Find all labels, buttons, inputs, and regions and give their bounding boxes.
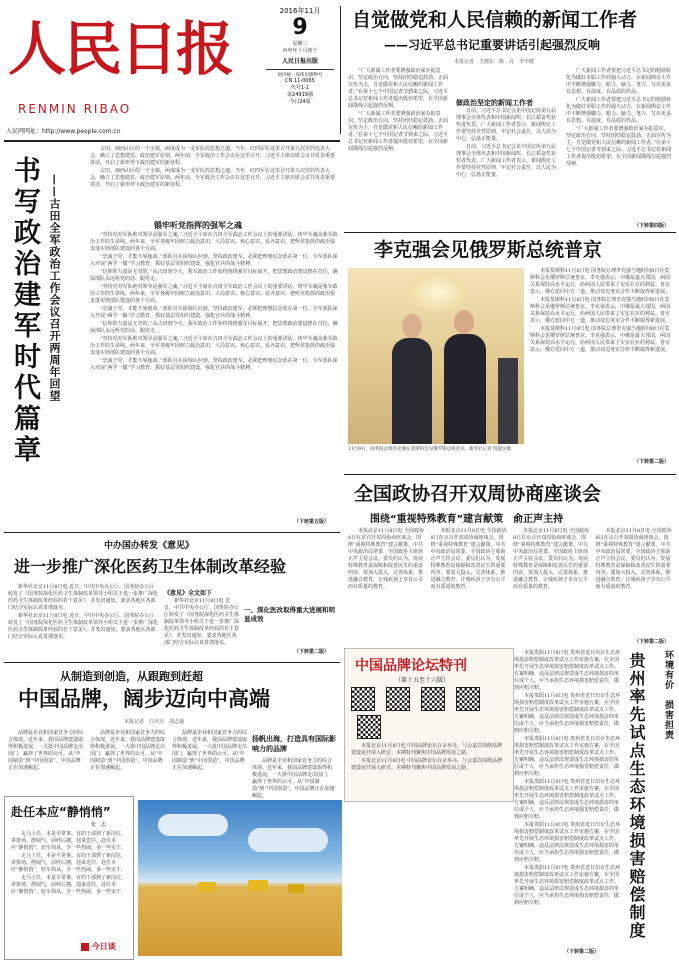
medical-sub2: 一、深化医改取得重大进展和明显成效 bbox=[244, 606, 335, 623]
forum-qr-row bbox=[351, 687, 507, 743]
essay-body: 走马上任，本是平常事。有的干部到了新岗位，讲排场、摆阔气，前呼后拥，迎来送往。赴任本应“静悄悄”，轻车简从，少一些热闹，多一些实干。 走马上任，本是平常事。有的干部到了新岗位，讲排场、摆阔气，前呼后拥，迎来送往。赴任本应“静悄悄”，轻车简从，少一些热闹，多一些实干。 走马上任，本是平常事。有的干部到了新岗位，讲排场、摆阔气，前呼后拥，迎来送往。赴任本应“静悄悄”，轻车简从，少一些热闹，多一些实干。 bbox=[11, 831, 127, 895]
lead-col3: 广大新闻工作者要把习近平总书记的勉励转化为做好本职工作的强大动力，在新闻舆论工作中不断增强脚力、眼力、脑力、笔力，写出更多有思想、有温度、有品质的作品。 广大新闻工作者要把习近平总书记的勉励转化为做好本职工作的强大动力，在新闻舆论工作中不断增强脚力、眼力、脑力、笔力，写出更多有思想、有温度、有品质的作品。 “广大新闻工作者要增强政治家办报意识，坚定政治方向，坚持团结稳定鼓劲、正面宣传为主，自觉做党和人民信赖的新闻工作者。”在第十七个中国记者节到来之际，习近平总书记对新闻工作者提出殷切希望，在全国新闻战线引起强烈反响。 bbox=[566, 68, 672, 167]
li-putin-photo bbox=[348, 268, 524, 444]
harvester-icon bbox=[248, 880, 268, 891]
qr-code-icon[interactable] bbox=[456, 687, 480, 711]
lead-headline[interactable]: 自觉做党和人民信赖的新闻工作者 bbox=[352, 9, 638, 31]
lead-col2: 日前，习近平总书记会见中国记协第九届理事会全体代表和中国新闻奖、长江韬奋奖获奖者代表。广大新闻工作者表示，新闻舆论工作要坚持党性原则，牢记社会责任，以人民为中心，弘扬正能量。 日前，习近平总书记会见中国记协第九届理事会全体代表和中国新闻奖、长江韬奋奖获奖者代表。广大新闻工作者表示，新闻舆论工作要坚持党性原则，牢记社会责任，以人民为中心，弘扬正能量。 bbox=[456, 108, 557, 178]
lead-continued[interactable]: （下转第四版） bbox=[634, 223, 670, 229]
guizhou-story bbox=[514, 648, 676, 958]
lead-col1: “广大新闻工作者要增强政治家办报意识，坚定政治方向，坚持团结稳定鼓劲、正面宣传为主，自觉做党和人民信赖的新闻工作者。”在第十七个中国记者节到来之际，习近平总书记对新闻工作者提出殷切希望，在全国新闻战线引起强烈反响。 “广大新闻工作者要增强政治家办报意识，坚定政治方向，坚持团结稳定鼓劲、正面宣传为主，自觉做党和人民信赖的新闻工作者。”在第十七个中国记者节到来之际，习近平总书记对新闻工作者提出殷切希望，在全国新闻战线引起强烈反响。 bbox=[348, 68, 449, 152]
qr-code-icon[interactable] bbox=[357, 715, 381, 739]
medical-body2: 新华社北京11月8日电 近日，中共中央办公厅、国务院办公厅转发了《国务院深化医药卫生体制改革领导小组关于进一步推广深化医药卫生体制改革经验的若干意见》，并发出通知，要求各地区各部门结合实际认真贯彻落实。 bbox=[164, 598, 240, 646]
page-count: 今日24版 bbox=[289, 99, 311, 105]
gutian-story bbox=[4, 144, 340, 528]
today-talk-icon bbox=[81, 943, 89, 951]
person-bg bbox=[498, 358, 518, 444]
harvest-photo bbox=[138, 800, 342, 956]
cloud-shape bbox=[158, 814, 228, 836]
date-day: 9 bbox=[292, 15, 308, 40]
li-putin-caption: 11月8日，国务院总理李克强在莫斯科会见俄罗斯总统普京。新华社记者 饶爱民摄 bbox=[348, 447, 512, 452]
brand-sub: 扬帆出海，打造具有国际影响力的品牌 bbox=[252, 734, 336, 753]
issue-number: 第24919期 bbox=[287, 92, 313, 98]
brand-body: 品牌是企业和国家竞争力的综合体现。近年来，我国品牌建设取得积极进展，一大批中国品牌走出国门，赢得了世界的认可。从“中国制造”到“中国创造”，中国品牌正在加速崛起。 品牌是企业和国家竞争力的综合体现。近年来，我国品牌建设取得积极进展，一大批中国品牌走出国门，赢得了世界的认可。从“中国制造”到“中国创造”，中国品牌正在加速崛起。 品牌是企业和国家竞争力的综合体现。近年来，我国品牌建设取得积极进展，一大批中国品牌走出国门，赢得了世界的认可。从“中国制造”到“中国创造”，中国品牌正在加速崛起。 bbox=[8, 730, 248, 771]
forum-title[interactable]: 中国品牌论坛特刊 bbox=[355, 658, 467, 674]
gutian-body: “坚持党对军队绝对领导是强军之魂。”习近平主席在古田全军政治工作会议上的重要讲话，铸牢军魂是我军政治工作的生命线。两年来，全军各级牢固树立政治意识、大局意识、核心意识、看齐意识，把听党指挥的政治要求落实到部队建设的各个方面。 “忠诚于党，才能不辱使命。”部队官兵深刻认识到，坚持政治建军，必须把理想信念放在第一位。全军部队深入开展“两学一做”学习教育，抓好基层党组织建设，强化官兵的战斗精神。 “信仰的力量是无穷的。”从古田到今天，我军政治工作始终围绕强军目标展开，把思想政治建设摆在首位，确保部队永远听党的话、跟党走。 “坚持党对军队绝对领导是强军之魂。”习近平主席在古田全军政治工作会议上的重要讲话，铸牢军魂是我军政治工作的生命线。两年来，全军各级牢固树立政治意识、大局意识、核心意识、看齐意识，把听党指挥的政治要求落实到部队建设的各个方面。 “忠诚于党，才能不辱使命。”部队官兵深刻认识到，坚持政治建军，必须把理想信念放在第一位。全军部队深入开展“两学一做”学习教育，抓好基层党组织建设，强化官兵的战斗精神。 “信仰的力量是无穷的。”从古田到今天，我军政治工作始终围绕强军目标展开，把思想政治建设摆在首位，确保部队永远听党的话、跟党走。 “坚持党对军队绝对领导是强军之魂。”习近平主席在古田全军政治工作会议上的重要讲话，铸牢军魂是我军政治工作的生命线。两年来，全军各级牢固树立政治意识、大局意识、核心意识、看齐意识，把听党指挥的政治要求落实到部队建设的各个方面。 “忠诚于党，才能不辱使命。”部队官兵深刻认识到，坚持政治建军，必须把理想信念放在第一位。全军部队深入开展“两学一做”学习教育，抓好基层党组织建设，强化官兵的战斗精神。 bbox=[90, 232, 338, 371]
cppcc-continued[interactable]: （下转第二版） bbox=[634, 639, 670, 645]
guizhou-continued[interactable]: （下转第二版） bbox=[564, 949, 600, 955]
harvester-icon bbox=[288, 884, 304, 893]
date-lunar: 丙申年十月初十 bbox=[282, 48, 318, 54]
essay-title[interactable]: 赴任本应“静悄悄” bbox=[11, 805, 111, 819]
guizhou-body: 本报贵阳11月8日电 贵州省近日出台生态环境损害赔偿制度改革试点工作实施方案，在全国率先开展生态环境损害赔偿制度改革试点工作。方案明确，违反法律法规造成生态环境损害的单位或个人，应当承担生态环境损害赔偿责任，做到应赔尽赔。 本报贵阳11月8日电 贵州省近日出台生态环境损害赔偿制度改革试点工作实施方案，在全国率先开展生态环境损害赔偿制度改革试点工作。方案明确，违反法律法规造成生态环境损害的单位或个人，应当承担生态环境损害赔偿责任，做到应赔尽赔。 本报贵阳11月8日电 贵州省近日出台生态环境损害赔偿制度改革试点工作实施方案，在全国率先开展生态环境损害赔偿制度改革试点工作。方案明确，违反法律法规造成生态环境损害的单位或个人，应当承担生态环境损害赔偿责任，做到应赔尽赔。 本报贵阳11月8日电 贵州省近日出台生态环境损害赔偿制度改革试点工作实施方案，在全国率先开展生态环境损害赔偿制度改革试点工作。方案明确，违反法律法规造成生态环境损害的单位或个人，应当承担生态环境损害赔偿责任，做到应赔尽赔。 本报贵阳11月8日电 贵州省近日出台生态环境损害赔偿制度改革试点工作实施方案，在全国率先开展生态环境损害赔偿制度改革试点工作。方案明确，违反法律法规造成生态环境损害的单位或个人，应当承担生态环境损害赔偿责任，做到应赔尽赔。 本报贵阳11月8日电 贵州省近日出台生态环境损害赔偿制度改革试点工作实施方案，在全国率先开展生态环境损害赔偿制度改革试点工作。方案明确，违反法律法规造成生态环境损害的单位或个人，应当承担生态环境损害赔偿责任，做到应赔尽赔。 bbox=[514, 650, 621, 906]
forum-subtitle: （第十五至十六版） bbox=[395, 677, 450, 684]
essay-box bbox=[4, 796, 134, 960]
lead-story bbox=[344, 4, 676, 232]
cppcc-body: 本报北京11月8日电 全国政协8日在京召开双周协商座谈会，围绕“重视特殊教育”建言献策。中共中央政治局常委、全国政协主席俞正声主持会议。委员们认为，发展特殊教育是保障和改善民生的重要内容，要加大投入，完善体系，推进融合教育，让残疾孩子享有公平而有质量的教育。 本报北京11月8日电 全国政协8日在京召开双周协商座谈会，围绕“重视特殊教育”建言献策。中共中央政治局常委、全国政协主席俞正声主持会议。委员们认为，发展特殊教育是保障和改善民生的重要内容，要加大投入，完善体系，推进融合教育，让残疾孩子享有公平而有质量的教育。 本报北京11月8日电 全国政协8日在京召开双周协商座谈会，围绕“重视特殊教育”建言献策。中共中央政治局常委、全国政协主席俞正声主持会议。委员们认为，发展特殊教育是保障和改善民生的重要内容，要加大投入，完善体系，推进融合教育，让残疾孩子享有公平而有质量的教育。 本报北京11月8日电 全国政协8日在京召开双周协商座谈会，围绕“重视特殊教育”建言献策。中共中央政治局常委、全国政协主席俞正声主持会议。委员们认为，发展特殊教育是保障和改善民生的重要内容，要加大投入，完善体系，推进融合教育，让残疾孩子享有公平而有质量的教育。 bbox=[348, 528, 672, 590]
harvester-icon bbox=[198, 882, 216, 892]
post-code: 代号1-1 bbox=[290, 85, 310, 91]
masthead-pinyin: RENMIN RIBAO bbox=[18, 102, 132, 116]
li-putin-story bbox=[344, 236, 676, 472]
gutian-headline[interactable]: 书写政治建军时代篇章 bbox=[9, 156, 40, 466]
today-talk-tag[interactable] bbox=[81, 941, 116, 952]
brand-kicker: 从制造到创造，从跟跑到赶超 bbox=[60, 670, 203, 683]
lead-col2-title: 做政治坚定的新闻工作者 bbox=[456, 99, 533, 107]
brand-byline: 本报记者 白天亮 刘志强 bbox=[124, 719, 185, 725]
li-putin-body: 本报莫斯科11月8日电 国务院总理李克强当地时间8日在莫斯科会见俄罗斯总统普京。李克强表示，中俄是最大邻国，两国关系保持高水平运行，给两国人民带来了实实在在的利益。普京表示，俄方愿同中方一道，推动双边务实合作不断取得新进展。 本报莫斯科11月8日电 国务院总理李克强当地时间8日在莫斯科会见俄罗斯总统普京。李克强表示，中俄是最大邻国，两国关系保持高水平运行，给两国人民带来了实实在在的利益。普京表示，俄方愿同中方一道，推动双边务实合作不断取得新进展。 本报莫斯科11月8日电 国务院总理李克强当地时间8日在莫斯科会见俄罗斯总统普京。李克强表示，中俄是最大邻国，两国关系保持高水平运行，给两国人民带来了实实在在的利益。普京表示，俄方愿同中方一道，推动双边务实合作不断取得新进展。 bbox=[530, 268, 671, 353]
medical-sub1: 《意见》全文如下 bbox=[164, 590, 213, 597]
qr-code-icon[interactable] bbox=[351, 687, 375, 711]
person-right-head bbox=[454, 310, 474, 334]
forum-desc: 本报北京11月8日电 中国品牌论坛在京举办，与会嘉宾围绕品牌建设展开深入研讨。本期特刊聚焦中国品牌发展之路。 本报北京11月8日电 中国品牌论坛在京举办，与会嘉宾围绕品牌建设展开深入研讨。本期特刊聚焦中国品牌发展之路。 bbox=[351, 743, 503, 771]
brand-body2: 品牌是企业和国家竞争力的综合体现。近年来，我国品牌建设取得积极进展，一大批中国品牌走出国门，赢得了世界的认可。从“中国制造”到“中国创造”，中国品牌正在加速崛起。 bbox=[252, 758, 335, 799]
gutian-intro: 古田，闽西山区的一个小镇，两度成为一支军队的思想之地。当年，红四军在这里召开第九次党的代表大会，确立了思想建党、政治建军原则。两年前，全军政治工作会议在这里召开，习近平主席出席会议并发表重要讲话，开启了新形势下政治建军的新征程。 古田，闽西山区的一个小镇，两度成为一支军队的思想之地。当年，红四军在这里召开第九次党的代表大会，确立了思想建党、政治建军原则。两年前，全军政治工作会议在这里召开，习近平主席出席会议并发表重要讲话，开启了新形势下政治建军的新征程。 bbox=[90, 146, 336, 188]
gutian-subheadline: ——古田全军政治工作会议召开两周年回望 bbox=[48, 174, 61, 402]
masthead-website[interactable]: 人民网网址：http://www.people.com.cn bbox=[6, 128, 121, 135]
cppcc-headline[interactable]: 全国政协召开双周协商座谈会 bbox=[354, 483, 602, 505]
cn-code: CN 11-0065 bbox=[285, 78, 315, 84]
li-putin-headline[interactable]: 李克强会见俄罗斯总统普京 bbox=[374, 239, 603, 261]
masthead-dateline bbox=[262, 6, 338, 132]
chandelier-shape bbox=[408, 272, 468, 312]
guizhou-headline[interactable]: 贵州率先试点生态环境损害赔偿制度 bbox=[627, 652, 646, 940]
essay-author: 张 志 bbox=[91, 822, 107, 828]
masthead-logo: 人民日报 bbox=[8, 15, 233, 83]
li-putin-continued[interactable]: （下转第二版） bbox=[634, 459, 670, 465]
guizhou-kicker: 环境有价 损害担责 bbox=[663, 650, 673, 740]
person-right bbox=[444, 334, 486, 444]
person-left bbox=[392, 338, 432, 444]
lead-byline: 本报记者 王晓东 陈 亮 李丰健 bbox=[454, 59, 535, 65]
medical-body: 新华社北京11月8日电 近日，中共中央办公厅、国务院办公厅转发了《国务院深化医药卫生体制改革领导小组关于进一步推广深化医药卫生体制改革经验的若干意见》，并发出通知，要求各地区各部门结合实际认真贯彻落实。 新华社北京11月8日电 近日，中共中央办公厅、国务院办公厅转发了《国务院深化医药卫生体制改革领导小组关于进一步推广深化医药卫生体制改革经验的若干意见》，并发出通知，要求各地区各部门结合实际认真贯彻落实。 bbox=[8, 584, 159, 640]
cppcc-subheadline: 围绕“重视特殊教育”建言献策 俞正声主持 bbox=[370, 514, 564, 525]
masthead bbox=[4, 4, 259, 138]
gutian-continued[interactable]: （下转第五版） bbox=[294, 519, 330, 525]
medical-headline[interactable]: 进一步推广深化医药卫生体制改革经验 bbox=[14, 557, 287, 576]
cloud-shape bbox=[248, 828, 328, 852]
cppcc-story bbox=[344, 478, 676, 646]
medical-kicker: 中办国办转发《意见》 bbox=[104, 541, 195, 551]
qr-code-icon[interactable] bbox=[421, 687, 445, 711]
date-weekday: 星期三 bbox=[292, 41, 308, 47]
medical-continued[interactable]: （下转第二版） bbox=[294, 649, 330, 655]
cn-number-label: 国内统一连续出版物号 bbox=[277, 73, 323, 78]
medical-story bbox=[4, 536, 340, 658]
person-left-head bbox=[402, 314, 422, 338]
qr-code-icon[interactable] bbox=[386, 687, 410, 711]
brand-story bbox=[4, 664, 340, 799]
gutian-section-title: 锻牢听党指挥的强军之魂 bbox=[154, 221, 242, 230]
today-talk-label: 今日谈 bbox=[91, 942, 116, 951]
lead-subheadline: ——习近平总书记重要讲话引起强烈反响 bbox=[384, 38, 601, 52]
forum-box bbox=[344, 648, 514, 802]
edition-label: 人民日报出版 bbox=[281, 58, 318, 65]
date-year-month: 2016年11月 bbox=[279, 7, 321, 15]
brand-headline[interactable]: 中国品牌，阔步迈向中高端 bbox=[18, 687, 270, 711]
